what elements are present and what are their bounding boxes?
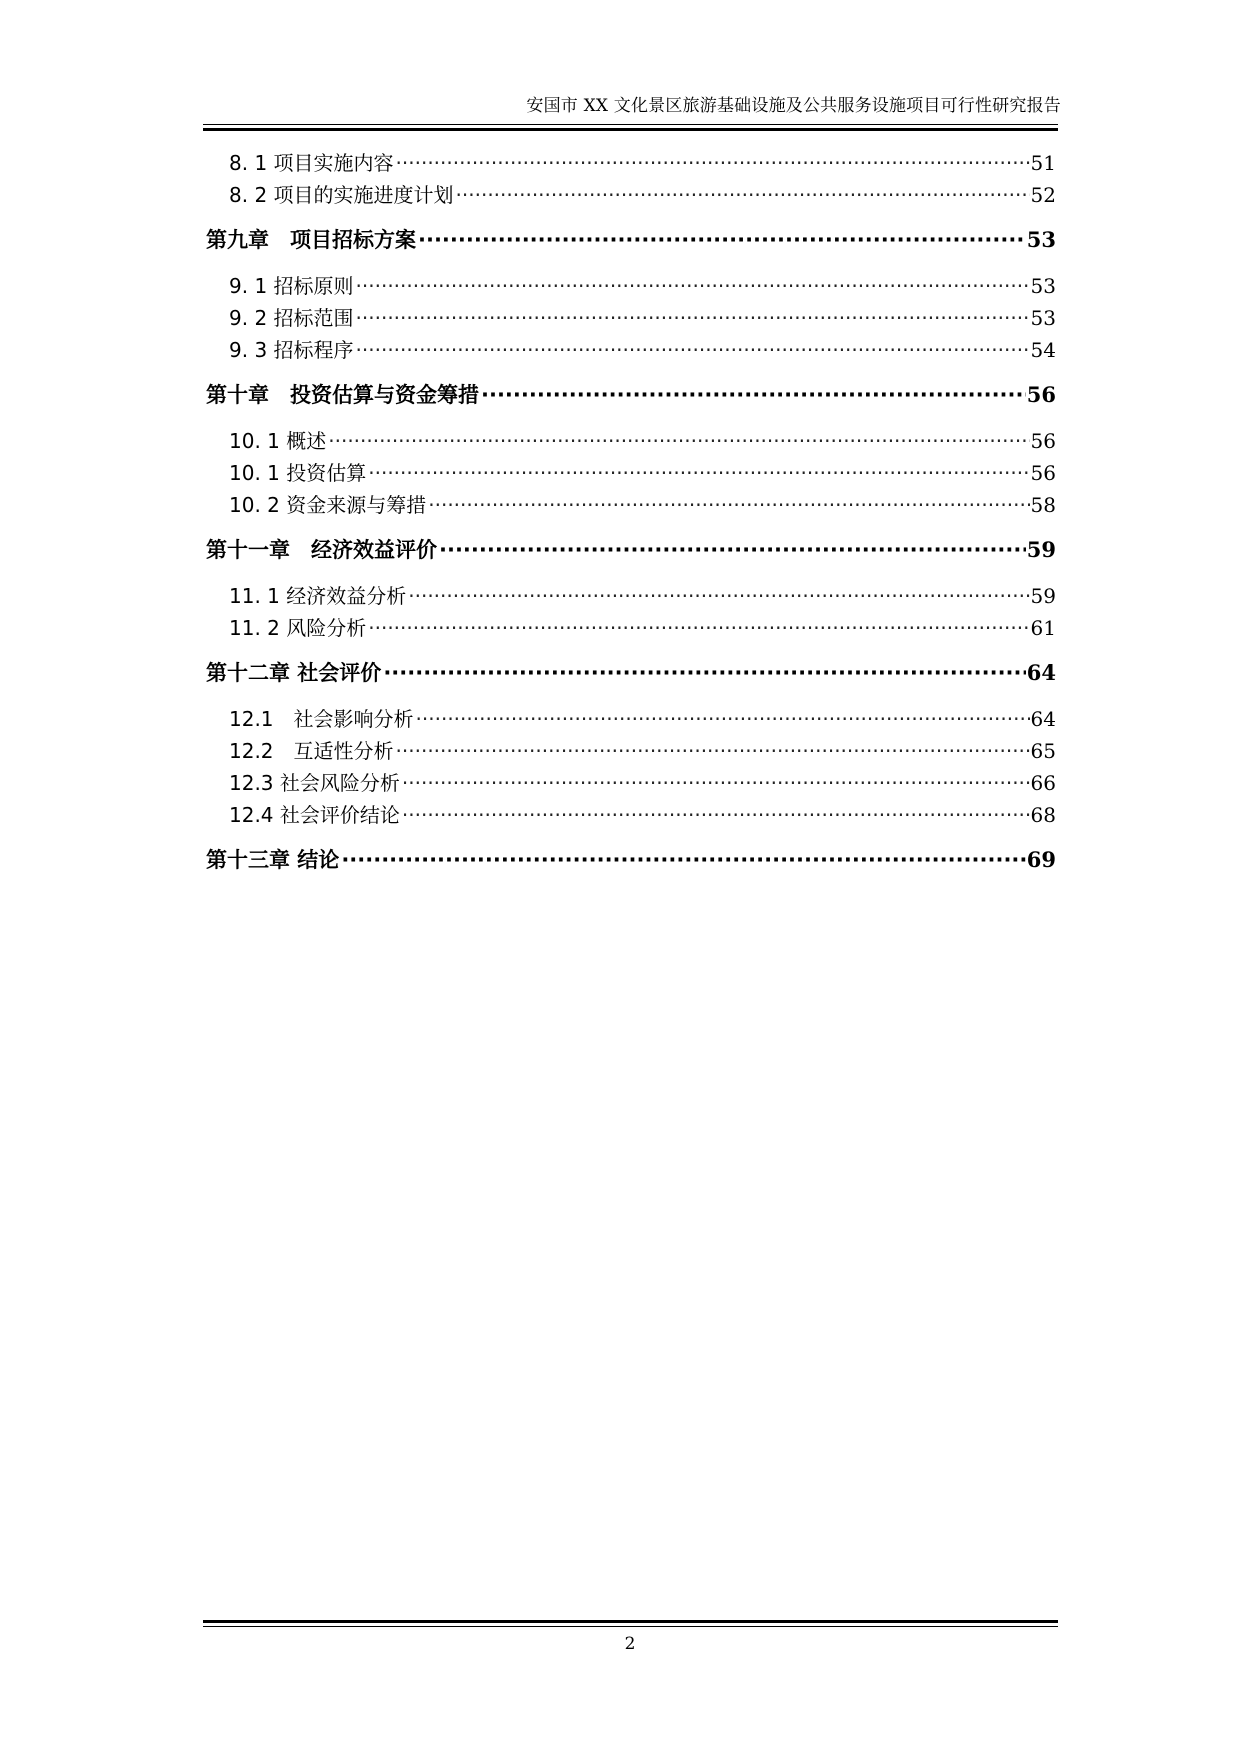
toc-entry-10-2[interactable] <box>206 490 1056 520</box>
toc-entry-label: 8. 2 项目的实施进度计划 <box>229 183 454 207</box>
toc-leader-dots <box>383 657 1025 689</box>
toc-leader-dots <box>356 335 1030 365</box>
toc-entry-8-2[interactable] <box>206 180 1056 210</box>
toc-leader-dots <box>416 704 1030 734</box>
toc-leader-dots <box>439 534 1026 566</box>
toc-chapter-page: 53 <box>1026 227 1056 252</box>
toc-leader-dots <box>341 844 1025 876</box>
toc-leader-dots <box>396 736 1030 766</box>
toc-entry-label: 12.2 互适性分析 <box>229 739 394 763</box>
header-rule-thick <box>203 128 1058 131</box>
toc-leader-dots <box>402 768 1030 798</box>
toc-entry-12-4[interactable] <box>206 800 1056 830</box>
footer-rule-thick <box>203 1620 1058 1623</box>
toc-leader-dots <box>408 581 1029 611</box>
toc-entry-label: 10. 2 资金来源与筹措 <box>229 493 427 517</box>
toc-entry-page: 61 <box>1030 616 1056 640</box>
toc-entry-label: 12.3 社会风险分析 <box>229 771 400 795</box>
toc-entry-12-1[interactable] <box>206 704 1056 734</box>
toc-entry-label: 12.4 社会评价结论 <box>229 803 400 827</box>
toc-entry-8-1[interactable] <box>206 148 1056 178</box>
toc-chapter-page: 59 <box>1026 537 1056 562</box>
toc-leader-dots <box>402 800 1030 830</box>
toc-entry-9-3[interactable] <box>206 335 1056 365</box>
toc-chapter-page: 64 <box>1026 660 1056 685</box>
toc-entry-label: 11. 1 经济效益分析 <box>229 584 407 608</box>
toc-entry-page: 56 <box>1030 429 1056 453</box>
running-header-title: 安国市 XX 文化景区旅游基础设施及公共服务设施项目可行性研究报告 <box>526 96 1061 116</box>
toc-entry-9-1[interactable] <box>206 271 1056 301</box>
toc-chapter-9[interactable] <box>206 224 1056 256</box>
toc-entry-12-3[interactable] <box>206 768 1056 798</box>
toc-chapter-12[interactable] <box>206 657 1056 689</box>
toc-chapter-page: 69 <box>1026 847 1056 872</box>
toc-entry-11-2[interactable] <box>206 613 1056 643</box>
toc-entry-page: 65 <box>1030 739 1056 763</box>
toc-entry-page: 68 <box>1030 803 1056 827</box>
toc-entry-page: 58 <box>1030 493 1056 517</box>
toc-entry-label: 9. 2 招标范围 <box>229 306 354 330</box>
toc-entry-page: 52 <box>1030 183 1056 207</box>
toc-entry-page: 64 <box>1030 707 1056 731</box>
toc-chapter-label: 第九章 项目招标方案 <box>206 228 416 252</box>
toc-entry-label: 9. 3 招标程序 <box>229 338 354 362</box>
toc-entry-label: 9. 1 招标原则 <box>229 274 354 298</box>
toc-chapter-label: 第十三章 结论 <box>206 848 340 872</box>
toc-entry-label: 10. 1 投资估算 <box>229 461 367 485</box>
toc-entry-12-2[interactable] <box>206 736 1056 766</box>
toc-entry-page: 66 <box>1030 771 1056 795</box>
toc-entry-label: 12.1 社会影响分析 <box>229 707 414 731</box>
toc-entry-9-2[interactable] <box>206 303 1056 333</box>
toc-entry-page: 59 <box>1030 584 1056 608</box>
toc-chapter-label: 第十章 投资估算与资金筹措 <box>206 383 479 407</box>
toc-leader-dots <box>368 613 1029 643</box>
toc-entry-page: 54 <box>1030 338 1056 362</box>
toc-entry-10-1-investment[interactable] <box>206 458 1056 488</box>
toc-leader-dots <box>368 458 1029 488</box>
toc-entry-page: 53 <box>1030 274 1056 298</box>
toc-chapter-13[interactable] <box>206 844 1056 876</box>
toc-entry-11-1[interactable] <box>206 581 1056 611</box>
toc-chapter-10[interactable] <box>206 379 1056 411</box>
toc-entry-label: 8. 1 项目实施内容 <box>229 151 394 175</box>
toc-leader-dots <box>396 148 1030 178</box>
toc-leader-dots <box>418 224 1026 256</box>
toc-leader-dots <box>356 303 1030 333</box>
toc-entry-page: 53 <box>1030 306 1056 330</box>
footer-rule-thin <box>203 1626 1058 1627</box>
toc-entry-page: 56 <box>1030 461 1056 485</box>
toc-leader-dots <box>481 379 1026 411</box>
toc-chapter-11[interactable] <box>206 534 1056 566</box>
toc-entry-10-1-overview[interactable] <box>206 426 1056 456</box>
toc-leader-dots <box>428 490 1029 520</box>
toc-leader-dots <box>456 180 1030 210</box>
toc-entry-label: 10. 1 概述 <box>229 429 327 453</box>
header-rule-thin <box>203 124 1058 125</box>
toc-chapter-label: 第十二章 社会评价 <box>206 661 382 685</box>
toc-entry-label: 11. 2 风险分析 <box>229 616 367 640</box>
toc-chapter-page: 56 <box>1026 382 1056 407</box>
toc-leader-dots <box>328 426 1029 456</box>
toc-leader-dots <box>356 271 1030 301</box>
page-number: 2 <box>624 1634 636 1654</box>
toc-chapter-label: 第十一章 经济效益评价 <box>206 538 437 562</box>
toc-entry-page: 51 <box>1030 151 1056 175</box>
